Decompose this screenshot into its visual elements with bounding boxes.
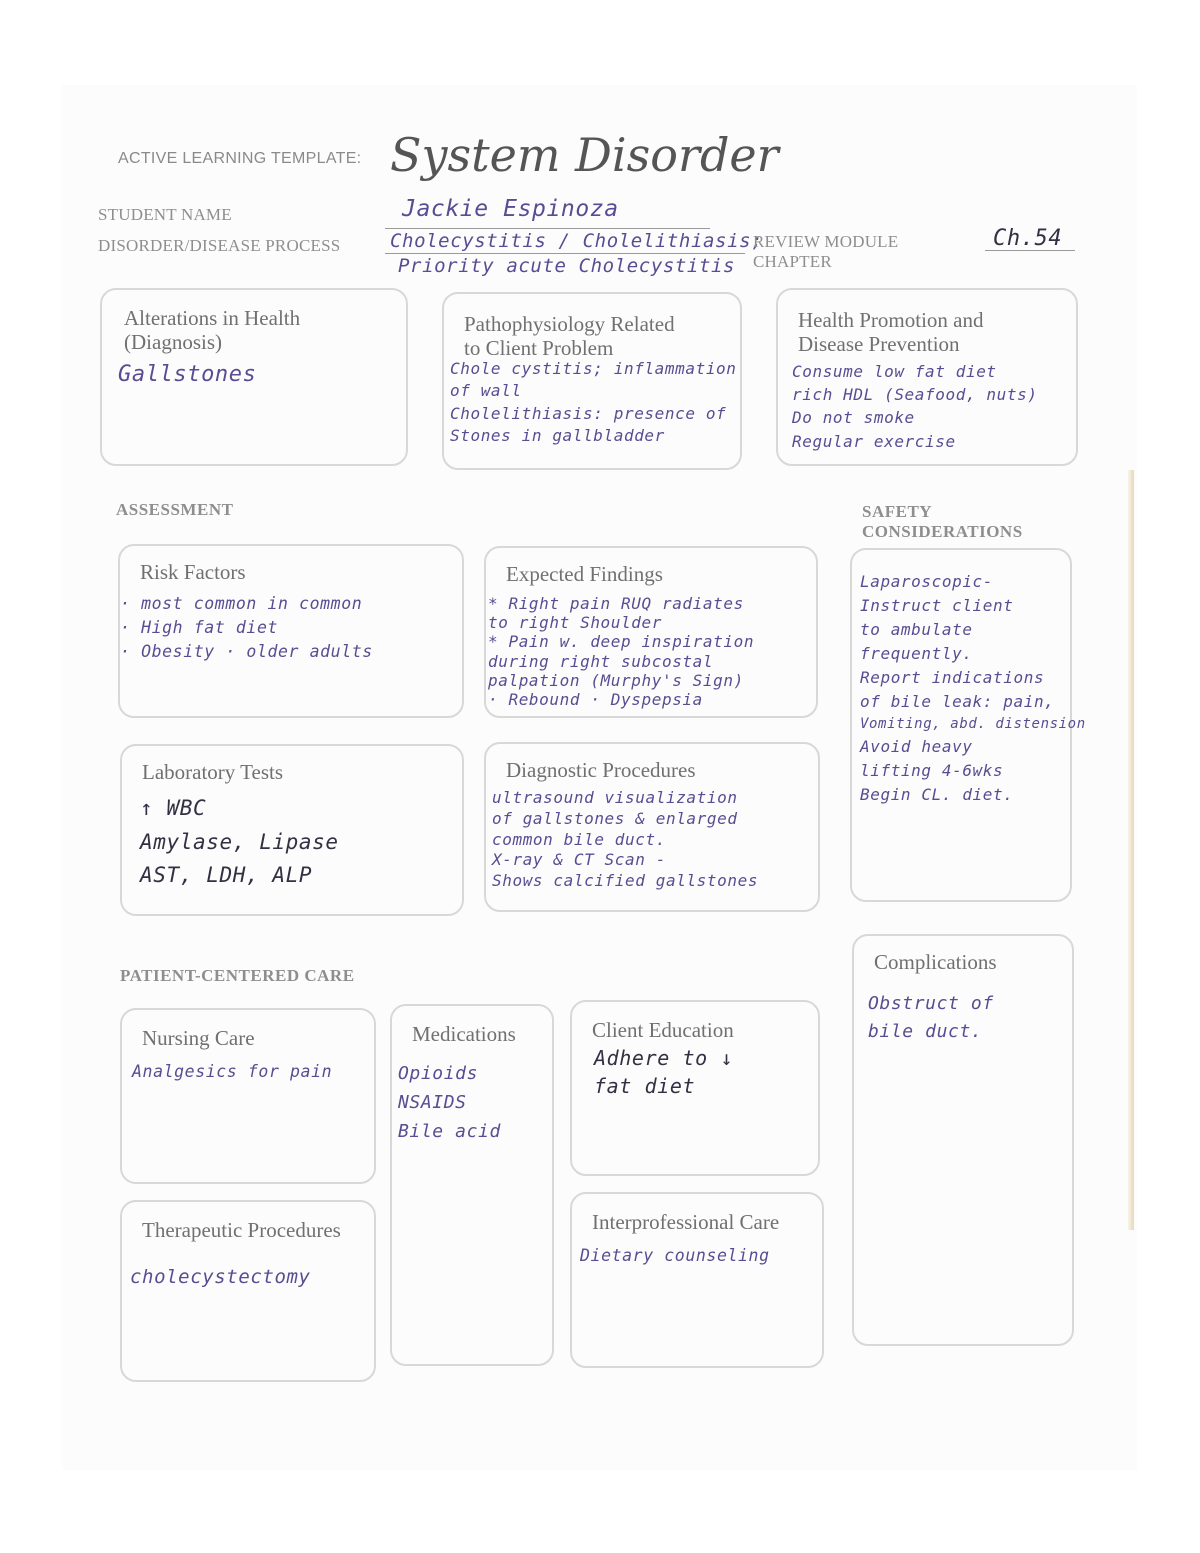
- chapter-line: [985, 250, 1075, 251]
- alterations-title-line1: Alterations in Health: [124, 306, 301, 330]
- disorder-line: [385, 253, 745, 254]
- alterations-box: [100, 288, 408, 466]
- template-label: ACTIVE LEARNING TEMPLATE:: [118, 150, 362, 167]
- safety-label-line1: SAFETY: [862, 502, 933, 521]
- risk-factor-line: · most common in common: [120, 594, 363, 613]
- lab-test-line: AST, LDH, ALP: [140, 863, 313, 888]
- medication-line: Bile acid: [398, 1120, 501, 1142]
- diagnostic-line: ultrasound visualization: [492, 788, 738, 807]
- student-name-label: STUDENT NAME: [98, 205, 232, 224]
- complication-line: Obstruct of: [868, 993, 994, 1014]
- client-education-line: fat diet: [594, 1074, 696, 1098]
- disorder-value-line2: Priority acute Cholecystitis: [398, 255, 736, 277]
- safety-label-line2: CONSIDERATIONS: [862, 522, 1023, 542]
- health-promotion-line: Regular exercise: [792, 431, 956, 451]
- diagnostic-line: of gallstones & enlarged: [492, 808, 738, 828]
- chapter-value: Ch.54: [993, 226, 1063, 251]
- client-education-line: Adhere to ↓: [594, 1046, 734, 1070]
- nursing-care-box: [120, 1008, 376, 1184]
- student-name-value: Jackie Espinoza: [402, 196, 619, 222]
- pathophysiology-line: Cholelithiasis: presence of: [450, 403, 727, 423]
- review-module-label: REVIEW MODULE: [753, 232, 899, 251]
- diagnostic-line: common bile duct.: [492, 829, 666, 849]
- safety-line: Instruct client: [860, 596, 1014, 615]
- complications-box: [852, 934, 1074, 1346]
- lab-tests-title: Laboratory Tests: [142, 760, 284, 784]
- safety-line: of bile leak: pain,: [860, 692, 1055, 711]
- patient-centered-care-label: PATIENT-CENTERED CARE: [120, 966, 355, 985]
- expected-findings-box: [484, 546, 818, 718]
- diagnostic-line: X-ray & CT Scan -: [492, 850, 666, 870]
- safety-line: frequently.: [860, 644, 973, 663]
- health-promotion-title-line1: Health Promotion and: [798, 308, 984, 332]
- disorder-value-line1: Cholecystitis / Cholelithiasis;: [390, 230, 764, 252]
- risk-factor-line: · High fat diet: [120, 617, 279, 637]
- therapeutic-line: cholecystectomy: [130, 1266, 311, 1288]
- client-education-box: [570, 1000, 820, 1176]
- health-promotion-box: [776, 288, 1078, 466]
- nursing-care-line: Analgesics for pain: [132, 1062, 333, 1081]
- alterations-line: Gallstones: [118, 362, 257, 387]
- risk-factor-line: · Obesity · older adults: [120, 641, 373, 661]
- health-promotion-title-line2: Disease Prevention: [798, 332, 960, 357]
- therapeutic-procedures-box: [120, 1200, 376, 1382]
- diagnostic-line: Shows calcified gallstones: [492, 871, 759, 891]
- risk-factors-box: [118, 544, 464, 718]
- safety-line: Vomiting, abd. distension: [860, 716, 1086, 732]
- client-education-title: Client Education: [592, 1018, 734, 1042]
- interprofessional-line: Dietary counseling: [580, 1246, 770, 1265]
- pathophysiology-line: of wall: [450, 381, 522, 401]
- medications-box: [390, 1004, 554, 1366]
- expected-findings-title: Expected Findings: [506, 562, 663, 586]
- page-edge: [1128, 470, 1134, 1230]
- safety-box: [850, 548, 1086, 902]
- interprofessional-care-box: [570, 1192, 824, 1368]
- safety-line: Laparoscopic-: [860, 572, 994, 591]
- disorder-label: DISORDER/DISEASE PROCESS: [98, 236, 341, 255]
- student-name-line: [385, 228, 710, 229]
- risk-factors-title: Risk Factors: [140, 560, 246, 584]
- safety-line: Avoid heavy: [860, 737, 973, 756]
- pathophysiology-title-line2: to Client Problem: [464, 336, 614, 361]
- expected-finding-line: * Right pain RUQ radiates: [488, 594, 744, 613]
- pathophysiology-line: Stones in gallbladder: [450, 426, 665, 446]
- interprofessional-title: Interprofessional Care: [592, 1210, 780, 1234]
- therapeutic-title: Therapeutic Procedures: [142, 1218, 341, 1242]
- pathophysiology-box: [442, 292, 742, 470]
- safety-line: to ambulate: [860, 620, 973, 639]
- alterations-title-line2: (Diagnosis): [124, 330, 222, 355]
- lab-tests-box: [120, 744, 464, 916]
- diagnostic-procedures-box: [484, 742, 820, 912]
- health-promotion-line: rich HDL (Seafood, nuts): [792, 385, 1038, 405]
- medication-line: Opioids: [398, 1063, 479, 1084]
- safety-line: lifting 4-6wks: [860, 761, 1004, 780]
- safety-line: Begin CL. diet.: [860, 785, 1014, 804]
- safety-section-label: [862, 502, 1023, 543]
- safety-line: Report indications: [860, 668, 1045, 687]
- health-promotion-line: Do not smoke: [792, 408, 915, 428]
- page-title: System Disorder: [390, 128, 779, 182]
- complication-line: bile duct.: [868, 1020, 983, 1042]
- expected-finding-line: * Pain w. deep inspiration: [488, 632, 755, 652]
- lab-test-line: ↑ WBC: [140, 796, 207, 820]
- diagnostic-title: Diagnostic Procedures: [506, 758, 696, 782]
- complications-title: Complications: [874, 950, 997, 974]
- pathophysiology-title-line1: Pathophysiology Related: [464, 312, 675, 336]
- expected-finding-line: · Rebound · Dyspepsia: [488, 689, 703, 709]
- assessment-section-label: ASSESSMENT: [116, 500, 234, 519]
- expected-finding-line: to right Shoulder: [488, 613, 662, 633]
- health-promotion-line: Consume low fat diet: [792, 362, 997, 381]
- expected-finding-line: during right subcostal: [488, 651, 714, 671]
- lab-test-line: Amylase, Lipase: [140, 829, 339, 854]
- medication-line: NSAIDS: [398, 1091, 467, 1113]
- nursing-care-title: Nursing Care: [142, 1026, 255, 1050]
- chapter-label: CHAPTER: [753, 252, 832, 271]
- medications-title: Medications: [412, 1022, 516, 1046]
- expected-finding-line: palpation (Murphy's Sign): [488, 670, 744, 690]
- pathophysiology-line: Chole cystitis; inflammation: [450, 359, 737, 378]
